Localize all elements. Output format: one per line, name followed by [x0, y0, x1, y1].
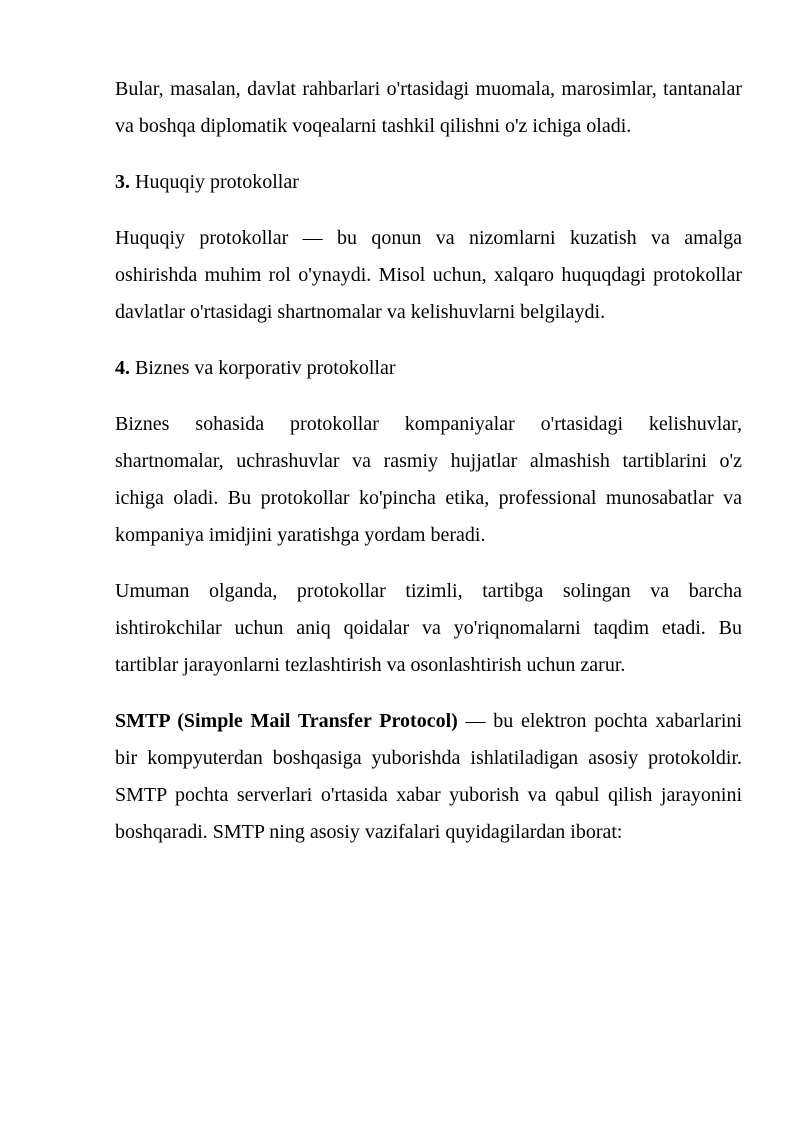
- paragraph-smtp: [115, 703, 742, 851]
- smtp-description: — bu elektron pochta xabarlarini bir kompyuterdan boshqasiga yuborishda ishlatiladigan asosiy protokoldir. SMTP pochta serverlari o'rtasida xabar yuborish va qabul qilish jarayonini boshqaradi. SMTP ning asosiy vazifalari quyidagilardan iborat:: [115, 710, 742, 843]
- paragraph-legal-protocols: Huquqiy protokollar — bu qonun va nizomlarni kuzatish va amalga oshirishda muhim rol o'ynaydi. Misol uchun, xalqaro huquqdagi protokollar davlatlar o'rtasidagi shartnomalar va kelishuvlarni belgilaydi.: [115, 227, 742, 323]
- heading-legal-protocols: [115, 164, 742, 201]
- heading-text: Huquqiy protokollar: [130, 171, 299, 193]
- paragraph-business-protocols: Biznes sohasida protokollar kompaniyalar o'rtasidagi kelishuvlar, shartnomalar, uchrashuvlar va rasmiy hujjatlar almashish tartiblarini o'z ichiga oladi. Bu protokollar ko'pincha etika, professional munosabatlar va kompaniya imidjini yaratishga yordam beradi.: [115, 413, 742, 546]
- paragraph-diplomatic-events: Bular, masalan, davlat rahbarlari o'rtasidagi muomala, marosimlar, tantanalar va boshqa diplomatik voqealarni tashkil qilishni o'z ichiga oladi.: [115, 78, 742, 137]
- document-page: [115, 71, 742, 870]
- smtp-term: SMTP (Simple Mail Transfer Protocol): [115, 710, 458, 732]
- heading-business-protocols: [115, 350, 742, 387]
- paragraph-summary: Umuman olganda, protokollar tizimli, tartibga solingan va barcha ishtirokchilar uchun aniq qoidalar va yo'riqnomalarni taqdim etadi. Bu tartiblar jarayonlarni tezlashtirish va osonlashtirish uchun zarur.: [115, 580, 742, 676]
- heading-number: 4.: [115, 357, 130, 379]
- heading-text: Biznes va korporativ protokollar: [130, 357, 396, 379]
- heading-number: 3.: [115, 171, 130, 193]
